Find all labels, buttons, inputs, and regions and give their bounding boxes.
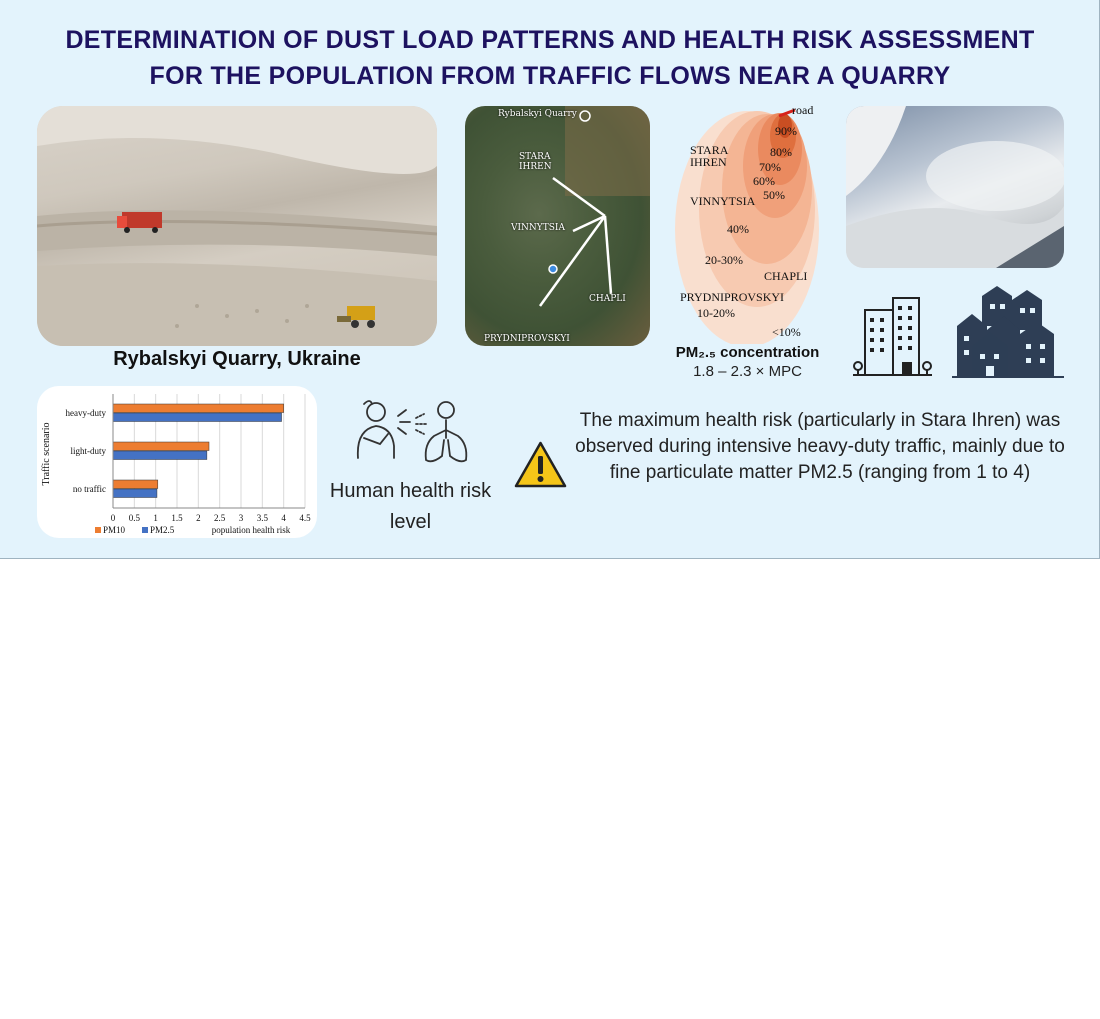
legend-swatch-pm10 <box>95 527 101 533</box>
x-tick-label: 1.5 <box>171 513 183 523</box>
human-health-label: Human health risk level <box>329 480 492 533</box>
satellite-map <box>465 106 650 346</box>
bar-pm25-no-traffic <box>113 489 157 498</box>
legend-swatch-pm25 <box>142 527 148 533</box>
x-tick-label: 4.5 <box>299 513 311 523</box>
map-label-quarry: Rybalskyi Quarry <box>498 109 577 119</box>
health-risk-chart <box>37 386 317 538</box>
x-tick-label: 2.5 <box>214 513 226 523</box>
x-tick-label: 1 <box>153 513 158 523</box>
category-label: light-duty <box>70 446 106 456</box>
map-label-chapli: CHAPLI <box>589 294 626 304</box>
legend-label-pm25: PM2.5 <box>150 525 175 535</box>
title-line-1: DETERMINATION OF DUST LOAD PATTERNS AND HEALTH RISK ASSESSMENT <box>65 26 1035 54</box>
plume-label-chapli: CHAPLI <box>764 269 808 283</box>
plume-label-80: 80% <box>770 145 792 159</box>
category-label: heavy-duty <box>65 408 106 418</box>
bar-pm10-heavy-duty <box>113 404 284 413</box>
x-axis-label: population health risk <box>211 525 291 535</box>
person-coughing-lungs-icon <box>328 398 493 473</box>
legend-label-pm10: PM10 <box>103 525 126 535</box>
pm-caption-range: 1.8 – 2.3 × MPC <box>693 363 802 380</box>
plume-label-90: 90% <box>775 124 797 138</box>
bar-pm25-light-duty <box>113 451 207 460</box>
plume-label-60: 60% <box>753 174 775 188</box>
x-tick-label: 3 <box>238 513 244 523</box>
pm-caption-label: PM₂.₅ concentration <box>675 344 820 361</box>
plume-label-road: road <box>792 103 814 117</box>
title-line-2: FOR THE POPULATION FROM TRAFFIC FLOWS NEAR A QUARRY <box>149 62 951 90</box>
bar-pm25-heavy-duty <box>113 413 282 422</box>
bar-pm10-light-duty <box>113 442 209 451</box>
legend <box>95 525 175 535</box>
plume-label-20-30: 20-30% <box>705 253 743 267</box>
x-tick-label: 0.5 <box>128 513 140 523</box>
category-label: no traffic <box>72 484 106 494</box>
plume-label-lt10: <10% <box>772 325 801 339</box>
office-buildings-icon <box>850 290 935 380</box>
human-health-block <box>328 398 493 538</box>
x-tick-label: 2 <box>196 513 201 523</box>
x-tick-label: 3.5 <box>256 513 268 523</box>
y-axis-label: Traffic scenario <box>41 422 52 486</box>
location-pin-icon <box>549 265 557 273</box>
x-tick-label: 0 <box>110 513 116 523</box>
pm-dispersion-map <box>675 104 820 344</box>
conclusion-text: The maximum health risk (particularly in Stara Ihren) was observed during intensive heavy-duty traffic, mainly due to fine particulate matter PM2.5 (ranging from 1 to 4) <box>575 410 1065 483</box>
pm-caption <box>650 344 845 380</box>
map-label-prydniprovskyi: PRYDNIPROVSKYI <box>484 334 570 344</box>
quarry-photo <box>37 106 437 346</box>
plume-label-stara-ihren: STARA IHREN <box>690 143 729 169</box>
x-tick-label: 4 <box>281 513 286 523</box>
quarry-caption: Rybalskyi Quarry, Ukraine <box>113 348 361 370</box>
dust-cloud-illustration <box>846 106 1064 268</box>
plume-label-70: 70% <box>759 160 781 174</box>
pointer-lines <box>540 178 611 306</box>
warning-icon <box>513 440 568 490</box>
map-label-vinnytsia: VINNYTSIA <box>511 223 565 233</box>
plume-label-40: 40% <box>727 222 749 236</box>
chart-canvas <box>37 386 317 538</box>
bar-pm10-no-traffic <box>113 480 158 489</box>
plume-label-prydniprovskyi: PRYDNIPROVSKYI <box>680 290 785 304</box>
houses-icon <box>952 286 1064 380</box>
quarry-illustration <box>37 106 437 346</box>
dust-cloud-photo <box>846 106 1064 268</box>
plume-label-10-20: 10-20% <box>697 306 735 320</box>
map-label-stara-ihren: STARA IHREN <box>519 152 552 172</box>
plume-label-50: 50% <box>763 188 785 202</box>
plume-label-vinnytsia: VINNYTSIA <box>690 194 756 208</box>
